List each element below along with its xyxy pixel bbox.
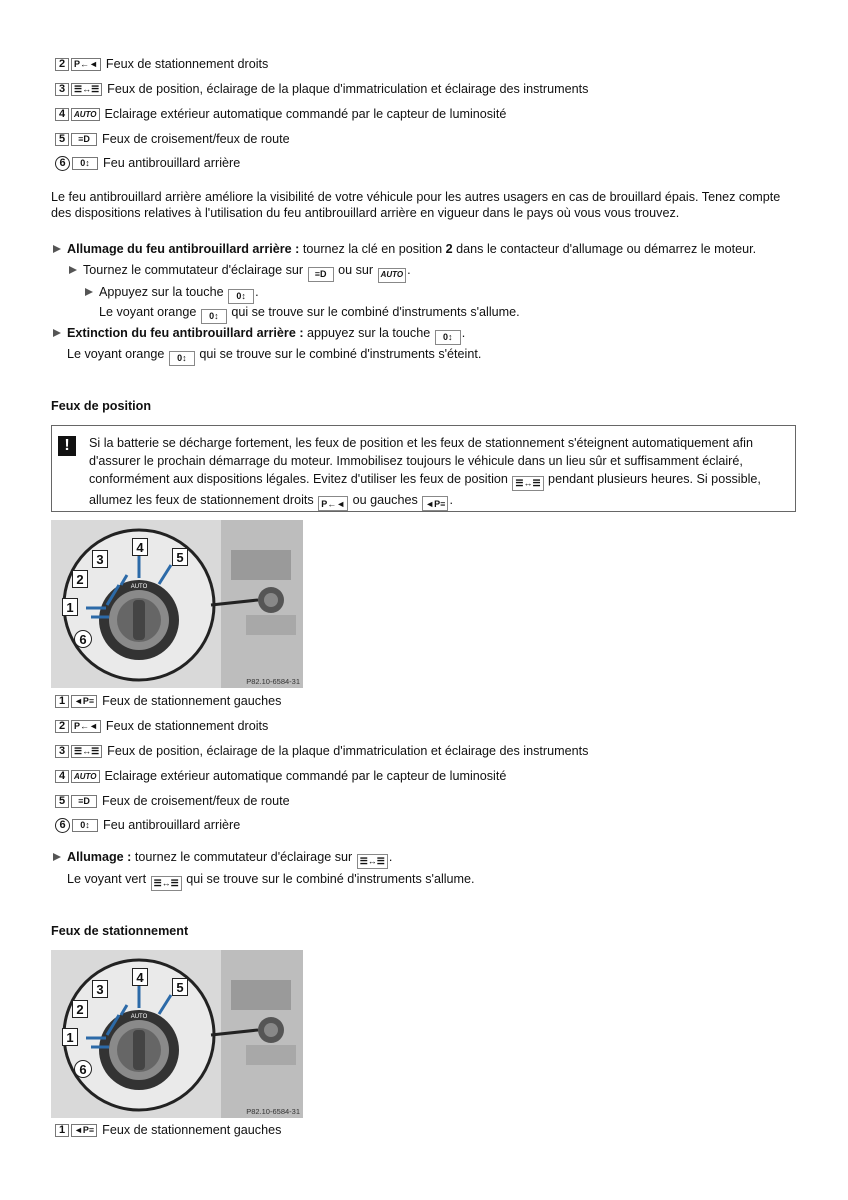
item-number: 6 xyxy=(55,818,70,833)
legend-text: Feu antibrouillard arrière xyxy=(103,156,241,170)
legend-text: Feux de stationnement droits xyxy=(105,57,269,71)
legend-item xyxy=(55,793,290,809)
parking-left-icon: ◄P≡ xyxy=(71,695,97,708)
parking-right-icon: P←◄ xyxy=(71,58,101,71)
step-press-button xyxy=(85,284,259,304)
callout-2: 2 xyxy=(72,570,88,588)
legend-item xyxy=(55,155,240,171)
legend-text: Feux de stationnement gauches xyxy=(102,694,282,708)
step-text: qui se trouve sur le combiné d'instruments s'éteint. xyxy=(195,347,482,361)
callout-6: 6 xyxy=(74,630,92,648)
step-text: Tournez le commutateur d'éclairage sur xyxy=(83,263,307,277)
parking-left-icon: ◄P≡ xyxy=(422,496,448,511)
legend-item xyxy=(55,743,588,759)
bullet-triangle-icon xyxy=(53,853,61,861)
legend-item xyxy=(55,131,290,147)
fog-light-icon: 0↕ xyxy=(72,819,98,832)
item-number: 3 xyxy=(55,745,69,758)
fog-light-icon: 0↕ xyxy=(169,351,195,366)
warning-text-part: ou gauches xyxy=(349,492,422,507)
legend-item xyxy=(55,81,588,97)
legend-text: Feux de croisement/feux de route xyxy=(102,132,290,146)
legend-item xyxy=(55,817,240,833)
step-text: . xyxy=(255,285,259,299)
parking-left-icon: ◄P≡ xyxy=(71,1124,97,1137)
callout-3: 3 xyxy=(92,550,108,568)
dashboard-illustration xyxy=(51,520,303,688)
bullet-triangle-icon xyxy=(85,288,93,296)
position-light-icon: ☰↔☰ xyxy=(357,854,388,869)
step-title: Allumage : xyxy=(67,850,132,864)
item-number: 5 xyxy=(55,133,69,146)
fog-light-icon: 0↕ xyxy=(228,289,254,304)
step-text: . xyxy=(461,326,466,340)
figure-caption: P82.10-6584-31 xyxy=(246,1107,300,1116)
warning-text xyxy=(89,434,779,511)
fog-light-icon: 0↕ xyxy=(72,157,98,170)
item-number: 2 xyxy=(55,720,69,733)
item-number: 1 xyxy=(55,695,69,708)
step-text: tournez le commutateur d'éclairage sur xyxy=(131,850,356,864)
callout-1: 1 xyxy=(62,1028,78,1046)
warning-text-part: . xyxy=(449,492,453,507)
item-number: 1 xyxy=(55,1124,69,1137)
warning-box xyxy=(51,425,796,512)
position-light-icon: ☰↔☰ xyxy=(512,476,543,491)
legend-text: Feu antibrouillard arrière xyxy=(103,818,241,832)
callout-5: 5 xyxy=(172,978,188,996)
item-number: 4 xyxy=(55,108,69,121)
legend-text: Feux de croisement/feux de route xyxy=(102,794,290,808)
step-result xyxy=(67,346,481,366)
figure-caption: P82.10-6584-31 xyxy=(246,677,300,686)
step-result xyxy=(99,304,520,324)
step-text: . xyxy=(407,263,411,277)
step-title: Extinction du feu antibrouillard arrière : xyxy=(67,326,304,340)
step-result xyxy=(67,871,475,891)
warning-text-part: pendant plusieurs heures. Si possible, allumez les feux de stationnement droits xyxy=(89,472,761,507)
auto-icon: AUTO xyxy=(71,770,100,783)
low-beam-icon: ≡D xyxy=(71,133,97,146)
dashboard-illustration xyxy=(51,950,303,1118)
fog-light-icon: 0↕ xyxy=(435,330,461,345)
callout-3: 3 xyxy=(92,980,108,998)
warning-text-part: Si la batterie se décharge fortement, les feux de position et les feux de stationnement s'éteignent automatiquement afin d'assurer le prochain démarrage du moteur. Immobilisez toujours le véhicule dans un lieu sûr et suffisamment éclairé, conformément aux dispositions légales. Evitez d'utiliser les feux de position xyxy=(89,436,753,486)
dial-auto-label: AUTO xyxy=(130,584,148,590)
step-text: tournez la clé en position xyxy=(299,242,446,256)
legend-item xyxy=(55,768,506,784)
item-number: 2 xyxy=(55,58,69,71)
step-rear-fog-off xyxy=(53,325,465,345)
item-number: 5 xyxy=(55,795,69,808)
step-text: Appuyez sur la touche xyxy=(99,285,228,299)
parking-right-icon: P←◄ xyxy=(71,720,101,733)
light-switch-figure xyxy=(51,520,303,688)
legend-text: Eclairage extérieur automatique commandé par le capteur de luminosité xyxy=(104,769,507,783)
auto-icon: AUTO xyxy=(378,268,407,283)
fog-light-icon: 0↕ xyxy=(201,309,227,324)
step-text: ou sur xyxy=(334,263,377,277)
legend-text: Eclairage extérieur automatique commandé par le capteur de luminosité xyxy=(104,107,507,121)
callout-1: 1 xyxy=(62,598,78,616)
bullet-triangle-icon xyxy=(69,266,77,274)
callout-4: 4 xyxy=(132,538,148,556)
intro-paragraph: Le feu antibrouillard arrière améliore la visibilité de votre véhicule pour les autres usagers en cas de brouillard épais. Tenez compte des dispositions relatives à l'utilisation du feu antibrouillard arrière en vigueur dans le pays où vous vous trouvez. xyxy=(51,190,781,220)
legend-item xyxy=(55,718,268,734)
legend-text: Feux de stationnement droits xyxy=(105,719,269,733)
bullet-triangle-icon xyxy=(53,329,61,337)
step-turn-switch xyxy=(69,262,411,283)
position-light-icon: ☰↔☰ xyxy=(151,876,182,891)
section-heading: Feux de stationnement xyxy=(51,924,189,938)
low-beam-icon: ≡D xyxy=(71,795,97,808)
legend-item xyxy=(55,106,506,122)
step-position-on xyxy=(53,849,392,869)
step-text: Le voyant orange xyxy=(67,347,168,361)
step-text: . xyxy=(388,850,393,864)
item-number: 4 xyxy=(55,770,69,783)
light-switch-figure xyxy=(51,950,303,1118)
step-text: qui se trouve sur le combiné d'instruments s'allume. xyxy=(227,305,520,319)
callout-4: 4 xyxy=(132,968,148,986)
section-heading: Feux de position xyxy=(51,399,152,413)
item-number: 6 xyxy=(55,156,70,171)
step-text: qui se trouve sur le combiné d'instruments s'allume. xyxy=(182,872,475,886)
warning-icon: ! xyxy=(58,436,76,456)
step-text: appuyez sur la touche xyxy=(303,326,434,340)
legend-item xyxy=(55,693,281,709)
item-number: 3 xyxy=(55,83,69,96)
position-light-icon: ☰↔☰ xyxy=(71,83,102,96)
auto-icon: AUTO xyxy=(71,108,100,121)
callout-6: 6 xyxy=(74,1060,92,1078)
low-beam-icon: ≡D xyxy=(308,267,334,282)
callout-2: 2 xyxy=(72,1000,88,1018)
legend-text: Feux de stationnement gauches xyxy=(102,1123,282,1137)
callout-5: 5 xyxy=(172,548,188,566)
parking-right-icon: P←◄ xyxy=(318,496,348,511)
bullet-triangle-icon xyxy=(53,245,61,253)
legend-item xyxy=(55,1122,281,1138)
step-text: dans le contacteur d'allumage ou démarrez le moteur. xyxy=(452,242,757,256)
key-position: 2 xyxy=(445,242,453,256)
position-light-icon: ☰↔☰ xyxy=(71,745,102,758)
step-text: Le voyant vert xyxy=(67,872,150,886)
legend-text: Feux de position, éclairage de la plaque d'immatriculation et éclairage des instruments xyxy=(107,744,589,758)
legend-text: Feux de position, éclairage de la plaque d'immatriculation et éclairage des instruments xyxy=(107,82,589,96)
dial-auto-label: AUTO xyxy=(130,1014,148,1020)
legend-item xyxy=(55,56,268,72)
step-text: Le voyant orange xyxy=(99,305,200,319)
step-title: Allumage du feu antibrouillard arrière : xyxy=(67,242,300,256)
step-rear-fog-on xyxy=(53,241,756,257)
